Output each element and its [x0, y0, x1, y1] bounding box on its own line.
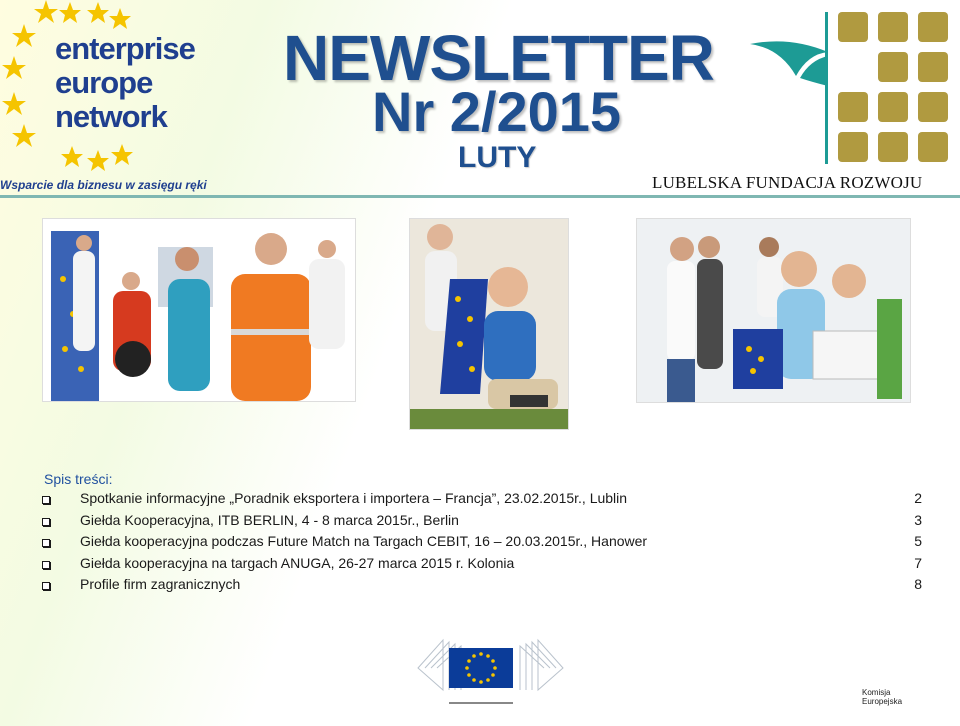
newsletter-title: NEWSLETTER: [283, 22, 714, 94]
lfr-logo: [740, 8, 955, 193]
toc-item-page: 5: [914, 533, 922, 549]
toc-heading: Spis treści:: [44, 471, 113, 487]
lfr-square: [918, 92, 948, 122]
lfr-square: [838, 12, 868, 42]
square-bullet-icon: [42, 582, 50, 590]
lfr-divider: [825, 12, 828, 164]
lfr-name: LUBELSKA FUNDACJA ROZWOJU: [652, 173, 923, 192]
lfr-square: [878, 52, 908, 82]
eu-caption-line-1: Komisja: [862, 688, 891, 697]
toc-item-text: Profile firm zagranicznych: [80, 576, 241, 592]
lfr-square: [838, 132, 868, 162]
lfr-square: [838, 92, 868, 122]
toc-item-text: Giełda Kooperacyjna, ITB BERLIN, 4 - 8 marca 2015r., Berlin: [80, 511, 459, 528]
een-line-3: network: [55, 99, 167, 134]
toc-item-text: Giełda kooperacyjna na targach ANUGA, 26-27 marca 2015 r. Kolonia: [80, 554, 515, 571]
een-line-2: europe: [55, 65, 153, 100]
toc-item-text: Giełda kooperacyjna podczas Future Match na Targach CEBIT, 16 – 20.03.2015r., Hanower: [80, 533, 648, 549]
square-bullet-icon: [42, 539, 50, 547]
lfr-square: [918, 132, 948, 162]
square-bullet-icon: [42, 496, 50, 504]
toc-item-page: 8: [914, 576, 922, 592]
toc-item[interactable]: [42, 574, 932, 596]
photo-boy-eu-flag: [409, 218, 569, 430]
een-tagline: Wsparcie dla biznesu w zasięgu ręki: [0, 178, 207, 192]
eu-caption-line-2: Europejska: [862, 697, 903, 706]
toc-item[interactable]: [42, 488, 932, 510]
toc-item[interactable]: [42, 553, 932, 575]
toc-item-page: 3: [914, 511, 922, 528]
lfr-square: [878, 92, 908, 122]
lfr-square: [918, 12, 948, 42]
square-bullet-icon: [42, 561, 50, 569]
newsletter-issue: Nr 2/2015: [372, 80, 622, 143]
header-divider: [0, 195, 960, 198]
square-bullet-icon: [42, 518, 50, 526]
lfr-square: [878, 132, 908, 162]
toc-item[interactable]: [42, 531, 932, 553]
toc-item-text: Spotkanie informacyjne „Poradnik eksportera i importera – Francja”, 23.02.2015r., Lublin: [80, 490, 628, 506]
lfr-square: [878, 12, 908, 42]
lfr-wing-icon: [750, 26, 830, 96]
toc-item[interactable]: [42, 510, 932, 532]
toc-item-page: 2: [914, 490, 922, 506]
photo-students: [636, 218, 911, 403]
toc-list: [42, 488, 932, 596]
een-logo: [0, 0, 230, 200]
toc-item-page: 7: [914, 554, 922, 571]
een-line-1: enterprise: [55, 31, 195, 66]
european-commission-logo: [413, 620, 903, 715]
newsletter-month: LUTY: [458, 141, 537, 174]
photo-workers: [42, 218, 356, 402]
lfr-square: [918, 52, 948, 82]
